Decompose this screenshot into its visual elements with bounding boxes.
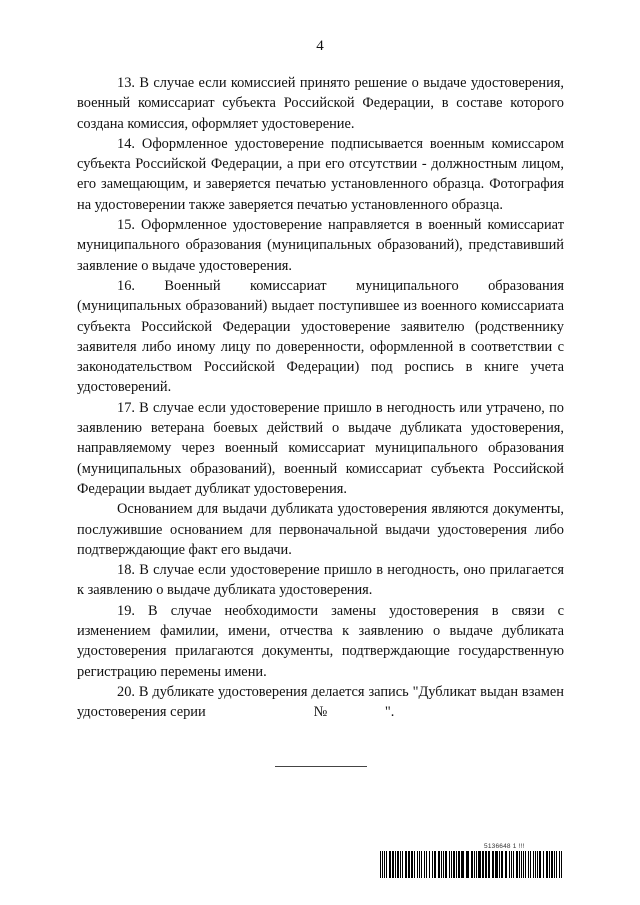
end-divider [275, 766, 367, 767]
barcode-icon [380, 851, 564, 878]
paragraph-13: 13. В случае если комиссией принято решение о выдаче удостоверения, военный комиссариат субъекта Российской Федерации, в составе которого создана комиссия, оформляет удостоверение. [77, 75, 564, 132]
paragraph-17-basis: Основанием для выдачи дубликата удостоверения являются документы, послужившие основанием для первоначальной выдачи удостоверения либо подтверждающие факт его выдачи. [77, 501, 564, 558]
paragraph-18: 18. В случае если удостоверение пришло в негодность, оно прилагается к заявлению о выдаче дубликата удостоверения. [77, 562, 564, 599]
page-number: 4 [316, 38, 324, 54]
document-code: 5136648 1 !!! [484, 843, 525, 850]
document-body [77, 73, 568, 723]
paragraph-20: 20. В дубликате удостоверения делается запись "Дубликат выдан взамен удостоверения серии № ". [77, 683, 568, 721]
paragraph-19: 19. В случае необходимости замены удостоверения в связи с изменением фамилии, имени, отчества к заявлению о выдаче дубликата удостоверения прилагаются документы, подтверждающие государственную регистрацию перемены имени. [77, 602, 564, 680]
paragraph-16: 16. Военный комиссариат муниципального образования (муниципальных образований) выдает поступившее из военного комиссариата субъекта Российской Федерации удостоверение заявителю (родственнику заявителя либо иному лицу по доверенности, оформленной в соответствии с законодательством Российской Федерации) под роспись в книге учета удостоверений. [77, 277, 564, 396]
paragraph-15: 15. Оформленное удостоверение направляется в военный комиссариат муниципального образования (муниципальных образований), представивший заявление о выдаче удостоверения. [77, 217, 564, 274]
paragraph-17: 17. В случае если удостоверение пришло в негодность или утрачено, по заявлению ветерана боевых действий о выдаче дубликата удостоверения, направляемому через военный комиссариат муниципального образования (муниципальных образований), военный комиссариат субъекта Российской Федерации выдает дубликат удостоверения. [77, 399, 564, 497]
paragraph-14: 14. Оформленное удостоверение подписывается военным комиссаром субъекта Российской Федерации, а при его отсутствии - должностным лицом, его замещающим, и заверяется печатью установленного образца. Фотография на удостоверении также заверяется печатью установленного образца. [77, 135, 564, 213]
